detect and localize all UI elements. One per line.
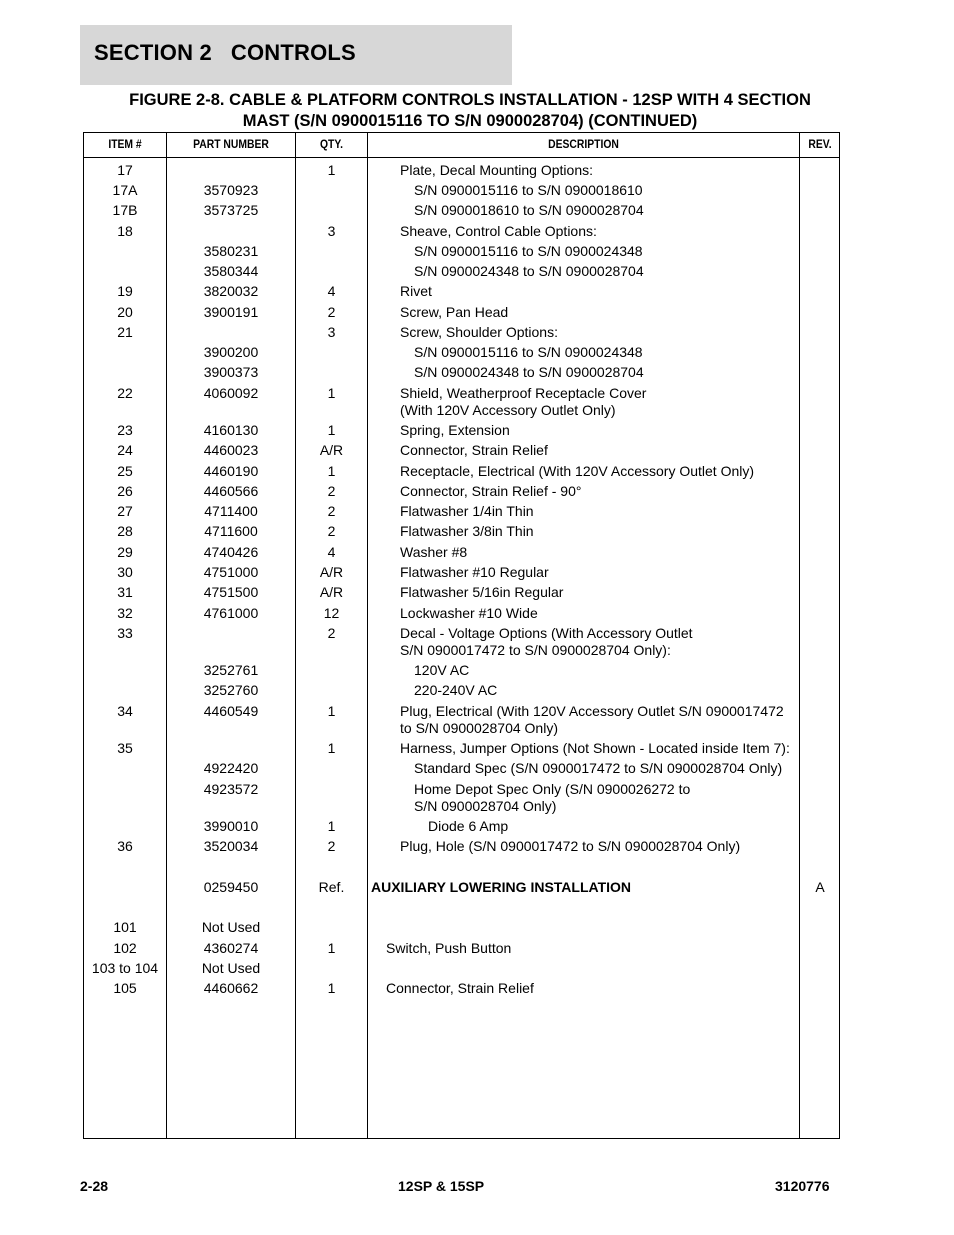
part-number-cell: 4922420 bbox=[203, 760, 259, 776]
qty-cell: 2 bbox=[327, 625, 336, 641]
part-number-cell: 4060092 bbox=[203, 385, 259, 401]
description-cell: Receptacle, Electrical (With 120V Accessory Outlet Only) bbox=[400, 463, 755, 479]
qty-cell: 12 bbox=[323, 605, 340, 621]
part-number-cell: Not Used bbox=[201, 960, 261, 976]
description-cell: Sheave, Control Cable Options: bbox=[400, 223, 597, 239]
qty-cell: 1 bbox=[327, 818, 336, 834]
description-cell: S/N 0900015116 to S/N 0900018610 bbox=[414, 182, 643, 198]
qty-cell: 1 bbox=[327, 980, 336, 996]
item-cell: 26 bbox=[117, 483, 133, 499]
figure-title-line-1: FIGURE 2-8. CABLE & PLATFORM CONTROLS INSTALLATION - 12SP WITH 4 SECTION bbox=[129, 91, 811, 109]
footer-model: 12SP & 15SP bbox=[398, 1178, 485, 1194]
header-part-number: PART NUMBER bbox=[193, 139, 269, 151]
figure-title-line-2: MAST (S/N 0900015116 TO S/N 0900028704) (CONTINUED) bbox=[242, 112, 698, 130]
header-qty: QTY. bbox=[319, 139, 344, 151]
part-number-cell: 0259450 bbox=[203, 879, 259, 895]
parts-table bbox=[83, 132, 840, 1139]
item-cell: 19 bbox=[117, 283, 133, 299]
qty-cell: A/R bbox=[319, 564, 344, 580]
part-number-cell: 3900200 bbox=[203, 344, 259, 360]
description-cell: Flatwasher 5/16in Regular bbox=[400, 584, 564, 600]
part-number-cell: 4460549 bbox=[203, 703, 259, 719]
item-cell: 34 bbox=[117, 703, 133, 719]
qty-cell: 2 bbox=[327, 838, 336, 854]
figure-title bbox=[80, 90, 860, 132]
item-cell: 35 bbox=[117, 740, 133, 756]
qty-cell: A/R bbox=[319, 442, 344, 458]
item-cell: 32 bbox=[117, 605, 133, 621]
part-number-cell: 3990010 bbox=[203, 818, 259, 834]
header-description: DESCRIPTION bbox=[548, 139, 619, 151]
part-number-cell: 3252761 bbox=[203, 662, 259, 678]
description-cell: S/N 0900024348 to S/N 0900028704 bbox=[414, 364, 644, 380]
part-number-cell: 3580344 bbox=[203, 263, 259, 279]
description-cell: Diode 6 Amp bbox=[428, 818, 509, 834]
qty-cell: 1 bbox=[327, 463, 336, 479]
description-cell: 220-240V AC bbox=[414, 682, 498, 698]
part-number-cell: 3900191 bbox=[203, 304, 259, 320]
qty-cell: 1 bbox=[327, 940, 336, 956]
description-cell: Flatwasher 1/4in Thin bbox=[400, 503, 534, 519]
description-cell: Flatwasher 3/8in Thin bbox=[400, 523, 534, 539]
section-title: SECTION 2 CONTROLS bbox=[94, 40, 356, 65]
item-cell: 17A bbox=[112, 182, 138, 198]
description-cell: Flatwasher #10 Regular bbox=[400, 564, 549, 580]
item-cell: 25 bbox=[117, 463, 133, 479]
part-number-cell: 4751000 bbox=[203, 564, 259, 580]
part-number-cell: 3573725 bbox=[203, 202, 259, 218]
footer-doc-number: 3120776 bbox=[775, 1178, 830, 1194]
item-cell: 36 bbox=[117, 838, 133, 854]
item-cell: 17B bbox=[112, 202, 138, 218]
part-number-cell: 4460190 bbox=[203, 463, 259, 479]
item-cell: 29 bbox=[117, 544, 133, 560]
qty-cell: 1 bbox=[327, 385, 336, 401]
item-cell: 28 bbox=[117, 523, 133, 539]
item-cell: 103 to 104 bbox=[91, 960, 159, 976]
item-cell: 23 bbox=[117, 422, 133, 438]
description-cell: Harness, Jumper Options (Not Shown - Located inside Item 7): bbox=[400, 740, 790, 756]
description-cell: Standard Spec (S/N 0900017472 to S/N 0900028704 Only) bbox=[414, 760, 783, 776]
description-cell: S/N 0900024348 to S/N 0900028704 bbox=[414, 263, 644, 279]
item-cell: 18 bbox=[117, 223, 133, 239]
description-cell: Screw, Pan Head bbox=[400, 304, 509, 320]
description-cell: Plate, Decal Mounting Options: bbox=[400, 162, 593, 178]
part-number-cell: 4360274 bbox=[203, 940, 259, 956]
qty-cell: 3 bbox=[327, 324, 336, 340]
part-number-cell: 3580231 bbox=[203, 243, 259, 259]
part-number-cell: 4460566 bbox=[203, 483, 259, 499]
item-cell: 30 bbox=[117, 564, 133, 580]
qty-cell: 2 bbox=[327, 483, 336, 499]
description-cell: Connector, Strain Relief bbox=[400, 442, 548, 458]
item-cell: 27 bbox=[117, 503, 133, 519]
header-divider bbox=[84, 157, 839, 158]
qty-cell: 1 bbox=[327, 422, 336, 438]
item-cell: 20 bbox=[117, 304, 133, 320]
part-number-cell: 4923572 bbox=[203, 781, 259, 797]
item-cell: 33 bbox=[117, 625, 133, 641]
description-cell: Screw, Shoulder Options: bbox=[400, 324, 558, 340]
qty-cell: 4 bbox=[327, 283, 336, 299]
part-number-cell: 4460662 bbox=[203, 980, 259, 996]
description-cell: Decal - Voltage Options (With Accessory Outlet S/N 0900017472 to S/N 0900028704 Only): bbox=[400, 625, 693, 658]
description-cell: Rivet bbox=[400, 283, 432, 299]
qty-cell: 2 bbox=[327, 523, 336, 539]
description-cell: Connector, Strain Relief bbox=[386, 980, 534, 996]
part-number-cell: 4751500 bbox=[203, 584, 259, 600]
part-number-cell: 4711400 bbox=[204, 503, 258, 519]
part-number-cell: 3570923 bbox=[203, 182, 259, 198]
qty-cell: 1 bbox=[327, 703, 336, 719]
description-cell: Switch, Push Button bbox=[386, 940, 512, 956]
item-cell: 101 bbox=[113, 919, 137, 935]
description-cell: Home Depot Spec Only (S/N 0900026272 to S/N 0900028704 Only) bbox=[414, 781, 691, 814]
item-cell: 22 bbox=[117, 385, 133, 401]
part-number-cell: 4740426 bbox=[203, 544, 259, 560]
description-cell: S/N 0900015116 to S/N 0900024348 bbox=[414, 243, 643, 259]
part-number-cell: 3900373 bbox=[203, 364, 259, 380]
rev-cell: A bbox=[815, 879, 825, 895]
description-cell: Lockwasher #10 Wide bbox=[400, 605, 538, 621]
footer-page-number: 2-28 bbox=[80, 1178, 109, 1194]
description-cell: Connector, Strain Relief - 90° bbox=[400, 483, 582, 499]
description-cell: Shield, Weatherproof Receptacle Cover (With 120V Accessory Outlet Only) bbox=[400, 385, 647, 418]
description-cell: Washer #8 bbox=[400, 544, 468, 560]
column-divider bbox=[367, 133, 368, 1138]
qty-cell: 2 bbox=[327, 503, 336, 519]
part-number-cell: 4460023 bbox=[203, 442, 259, 458]
part-number-cell: 3820032 bbox=[203, 283, 259, 299]
item-cell: 24 bbox=[117, 442, 133, 458]
part-number-cell: 3520034 bbox=[203, 838, 259, 854]
part-number-cell: 4761000 bbox=[203, 605, 259, 621]
item-cell: 102 bbox=[113, 940, 137, 956]
item-cell: 17 bbox=[117, 162, 133, 178]
part-number-cell: Not Used bbox=[201, 919, 261, 935]
description-cell: Spring, Extension bbox=[400, 422, 510, 438]
part-number-cell: 4160130 bbox=[203, 422, 259, 438]
qty-cell: 1 bbox=[327, 740, 336, 756]
part-number-cell: 4711600 bbox=[204, 523, 258, 539]
description-cell: S/N 0900018610 to S/N 0900028704 bbox=[414, 202, 644, 218]
part-number-cell: 3252760 bbox=[203, 682, 259, 698]
description-cell: Plug, Hole (S/N 0900017472 to S/N 0900028704 Only) bbox=[400, 838, 741, 854]
description-cell: 120V AC bbox=[414, 662, 470, 678]
item-cell: 31 bbox=[117, 584, 133, 600]
qty-cell: 4 bbox=[327, 544, 336, 560]
header-rev: REV. bbox=[808, 139, 832, 151]
qty-cell: 2 bbox=[327, 304, 336, 320]
item-cell: 105 bbox=[113, 980, 137, 996]
item-cell: 21 bbox=[117, 324, 133, 340]
description-cell: Plug, Electrical (With 120V Accessory Outlet S/N 0900017472 to S/N 0900028704 Only) bbox=[400, 703, 784, 736]
qty-cell: Ref. bbox=[318, 879, 345, 895]
description-cell: AUXILIARY LOWERING INSTALLATION bbox=[371, 879, 632, 895]
qty-cell: A/R bbox=[319, 584, 344, 600]
header-item: ITEM # bbox=[108, 139, 142, 151]
qty-cell: 1 bbox=[327, 162, 336, 178]
qty-cell: 3 bbox=[327, 223, 336, 239]
description-cell: S/N 0900015116 to S/N 0900024348 bbox=[414, 344, 643, 360]
